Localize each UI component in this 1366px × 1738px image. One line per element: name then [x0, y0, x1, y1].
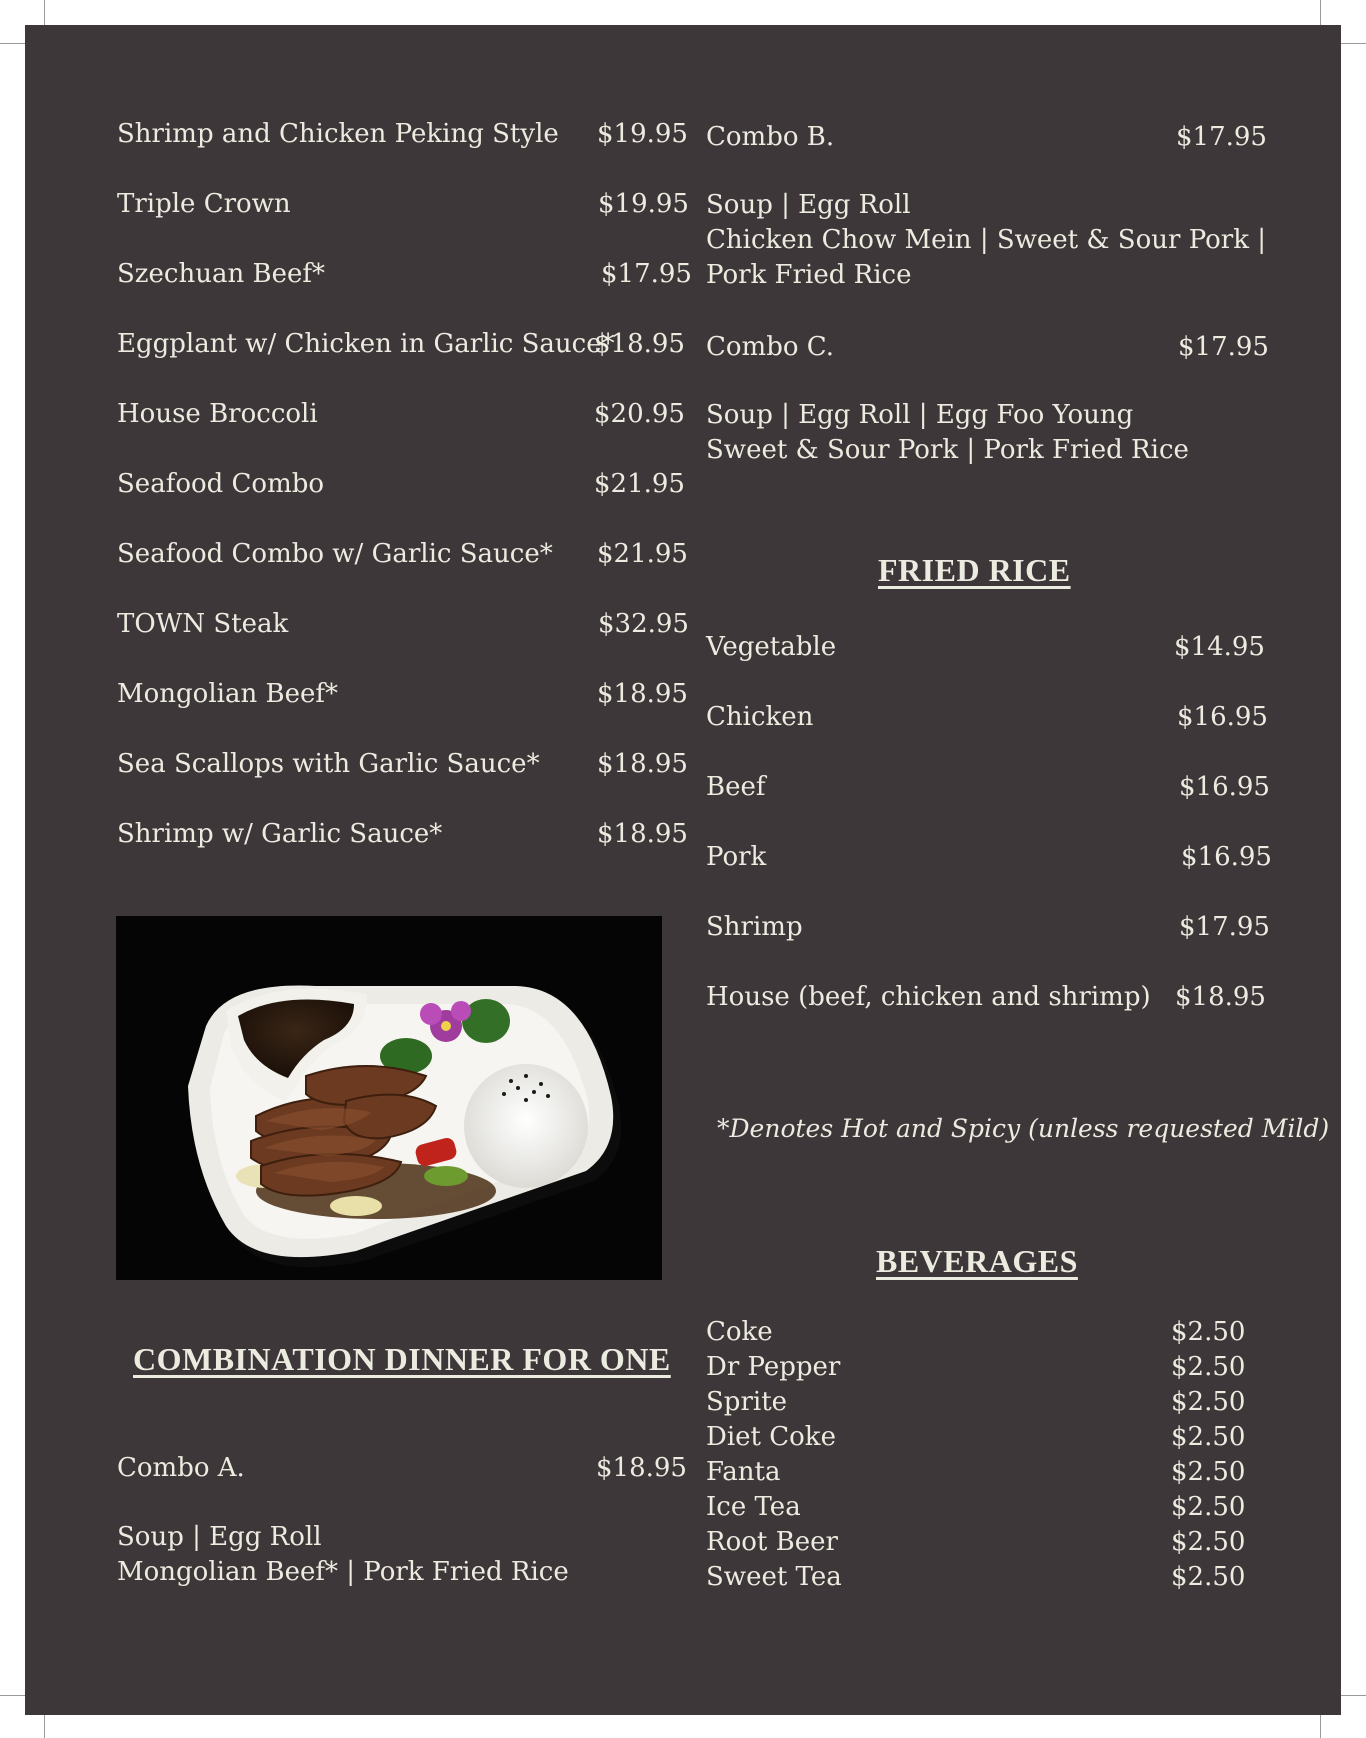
item-price: $16.95 — [1177, 702, 1268, 732]
beverage-name: Diet Coke — [706, 1422, 836, 1452]
beverage-name: Ice Tea — [706, 1492, 801, 1522]
combo-description-line: Mongolian Beef* | Pork Fried Rice — [117, 1557, 569, 1587]
item-name: Mongolian Beef* — [117, 679, 338, 709]
spicy-note: *Denotes Hot and Spicy (unless requested Mild) — [717, 1114, 1330, 1143]
item-price: $18.95 — [597, 749, 688, 779]
item-name: Seafood Combo w/ Garlic Sauce* — [117, 539, 553, 569]
dish-photo — [116, 916, 662, 1280]
item-name: Vegetable — [706, 632, 837, 662]
item-name: Eggplant w/ Chicken in Garlic Sauce* — [117, 329, 615, 359]
combination-heading: COMBINATION DINNER FOR ONE — [133, 1341, 671, 1377]
item-price: $16.95 — [1181, 842, 1272, 872]
item-name: Sea Scallops with Garlic Sauce* — [117, 749, 540, 779]
combo-price: $17.95 — [1176, 122, 1267, 152]
beverage-name: Sweet Tea — [706, 1562, 842, 1592]
beverage-price: $2.50 — [1171, 1492, 1246, 1522]
combo-description-line: Chicken Chow Mein | Sweet & Sour Pork | — [706, 225, 1267, 255]
item-price: $20.95 — [594, 399, 685, 429]
beverage-price: $2.50 — [1171, 1457, 1246, 1487]
combo-price: $17.95 — [1178, 332, 1269, 362]
combo-price: $18.95 — [596, 1453, 687, 1483]
item-name: Beef — [706, 772, 766, 802]
item-name: House Broccoli — [117, 399, 318, 429]
beverage-name: Fanta — [706, 1457, 781, 1487]
beverage-name: Coke — [706, 1317, 773, 1347]
item-price: $18.95 — [597, 679, 688, 709]
item-name: Seafood Combo — [117, 469, 325, 499]
combo-description-line: Soup | Egg Roll | Egg Foo Young — [706, 400, 1134, 430]
item-price: $17.95 — [1179, 912, 1270, 942]
item-name: Shrimp w/ Garlic Sauce* — [117, 819, 443, 849]
item-name: Chicken — [706, 702, 814, 732]
item-price: $21.95 — [597, 539, 688, 569]
item-price: $19.95 — [597, 119, 688, 149]
item-name: Triple Crown — [117, 189, 291, 219]
fried-rice-heading: FRIED RICE — [878, 552, 1071, 588]
beverage-price: $2.50 — [1171, 1317, 1246, 1347]
item-name: House (beef, chicken and shrimp) — [706, 982, 1151, 1012]
beverage-price: $2.50 — [1171, 1562, 1246, 1592]
item-price: $14.95 — [1174, 632, 1265, 662]
menu-page — [25, 25, 1341, 1715]
combo-name: Combo B. — [706, 122, 835, 152]
item-name: Shrimp — [706, 912, 803, 942]
beverages-heading: BEVERAGES — [876, 1243, 1078, 1279]
item-price: $21.95 — [594, 469, 685, 499]
item-price: $16.95 — [1179, 772, 1270, 802]
combo-description-line: Pork Fried Rice — [706, 260, 912, 290]
item-name: Shrimp and Chicken Peking Style — [117, 119, 559, 149]
beverage-price: $2.50 — [1171, 1387, 1246, 1417]
beverage-name: Root Beer — [706, 1527, 838, 1557]
beverage-name: Dr Pepper — [706, 1352, 841, 1382]
plated-beef-dish-photo-icon — [116, 916, 662, 1280]
combo-description-line: Sweet & Sour Pork | Pork Fried Rice — [706, 435, 1189, 465]
beverage-price: $2.50 — [1171, 1422, 1246, 1452]
item-price: $18.95 — [594, 329, 685, 359]
beverage-name: Sprite — [706, 1387, 788, 1417]
item-name: Szechuan Beef* — [117, 259, 325, 289]
beverage-price: $2.50 — [1171, 1352, 1246, 1382]
beverage-price: $2.50 — [1171, 1527, 1246, 1557]
combo-name: Combo A. — [117, 1453, 245, 1483]
item-price: $18.95 — [597, 819, 688, 849]
combo-name: Combo C. — [706, 332, 834, 362]
item-price: $18.95 — [1175, 982, 1266, 1012]
combo-description-line: Soup | Egg Roll — [117, 1522, 322, 1552]
item-price: $32.95 — [598, 609, 689, 639]
item-price: $19.95 — [598, 189, 689, 219]
item-name: Pork — [706, 842, 767, 872]
item-price: $17.95 — [601, 259, 692, 289]
item-name: TOWN Steak — [117, 609, 289, 639]
combo-description-line: Soup | Egg Roll — [706, 190, 911, 220]
